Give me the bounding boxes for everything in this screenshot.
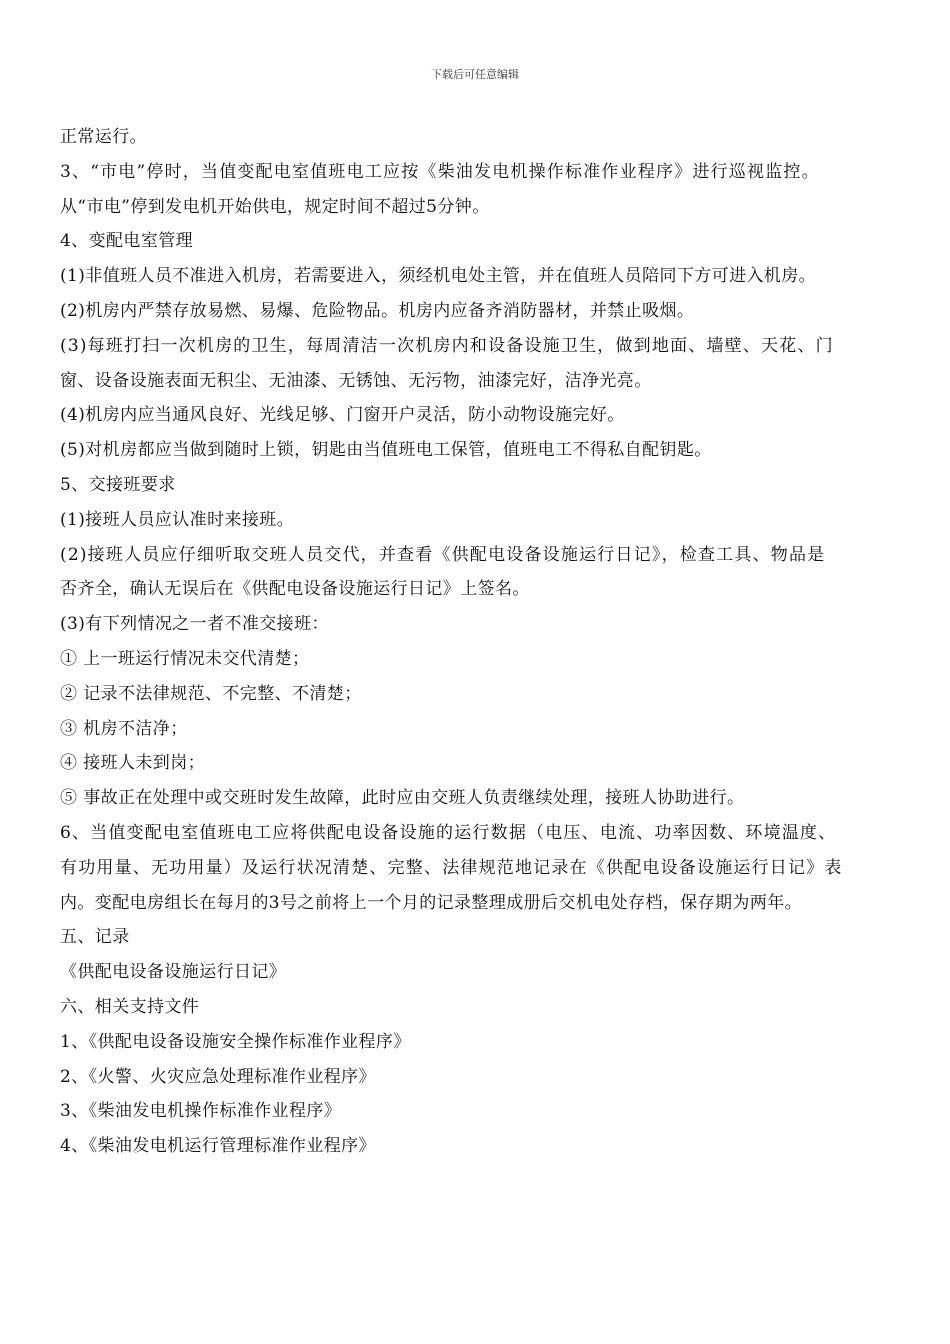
text-line: 《供配电设备设施运行日记》 bbox=[60, 962, 287, 983]
list-item: ① 上一班运行情况未交代清楚； bbox=[60, 648, 310, 669]
section-heading: 五、记录 bbox=[60, 927, 130, 948]
text-line: 有功用量、无功用量）及运行状况清楚、完整、法律规范地记录在《供配电设备设施运行日记》表 bbox=[60, 857, 843, 878]
text-line: (2)机房内严禁存放易燃、易爆、危险物品。机房内应备齐消防器材，并禁止吸烟。 bbox=[60, 300, 695, 321]
text-line: 3、“市电”停时，当值变配电室值班电工应按《柴油发电机操作标准作业程序》进行巡视监控。 bbox=[60, 161, 820, 182]
list-item: ⑤ 事故正在处理中或交班时发生故障，此时应由交班人负责继续处理，接班人协助进行。 bbox=[60, 788, 745, 809]
text-line: 内。变配电房组长在每月的3号之前将上一个月的记录整理成册后交机电处存档，保存期为两年。 bbox=[60, 892, 803, 913]
list-item: ② 记录不法律规范、不完整、不清楚； bbox=[60, 683, 362, 704]
section-heading: 5、交接班要求 bbox=[60, 474, 176, 495]
text-line: 否齐全，确认无误后在《供配电设备设施运行日记》上签名。 bbox=[60, 579, 530, 600]
text-line: (3)每班打扫一次机房的卫生，每周清洁一次机房内和设备设施卫生，做到地面、墙壁、天花、门 bbox=[60, 335, 834, 356]
text-line: (4)机房内应当通风良好、光线足够、门窗开户灵活，防小动物设施完好。 bbox=[60, 405, 625, 426]
text-line: 6、当值变配电室值班电工应将供配电设备设施的运行数据（电压、电流、功率因数、环境温度、 bbox=[60, 822, 837, 843]
list-item: ③ 机房不洁净； bbox=[60, 718, 188, 739]
list-item: 1、《供配电设备设施安全操作标准作业程序》 bbox=[60, 1031, 411, 1052]
list-item: 3、《柴油发电机操作标准作业程序》 bbox=[60, 1101, 342, 1122]
text-line: (3)有下列情况之一者不准交接班： bbox=[60, 614, 329, 635]
text-line: 正常运行。 bbox=[60, 127, 147, 147]
document-body bbox=[60, 120, 894, 1164]
text-line: 窗、设备设施表面无积尘、无油漆、无锈蚀、无污物，油漆完好，洁净光亮。 bbox=[60, 370, 652, 391]
section-heading: 六、相关支持文件 bbox=[60, 996, 200, 1017]
page-header: 下载后可任意编辑 bbox=[431, 68, 519, 81]
text-line: (1)非值班人员不准进入机房，若需要进入，须经机电处主管，并在值班人员陪同下方可进入机房。 bbox=[60, 266, 817, 287]
text-line: (5)对机房都应当做到随时上锁，钥匙由当值班电工保管，值班电工不得私自配钥匙。 bbox=[60, 440, 712, 461]
text-line: 从“市电”停到发电机开始供电，规定时间不超过5分钟。 bbox=[60, 196, 490, 217]
list-item: ④ 接班人未到岗； bbox=[60, 753, 206, 774]
section-heading: 4、变配电室管理 bbox=[60, 231, 194, 252]
list-item: 4、《柴油发电机运行管理标准作业程序》 bbox=[60, 1136, 376, 1157]
text-line: (1)接班人员应认准时来接班。 bbox=[60, 509, 295, 530]
text-line: (2)接班人员应仔细听取交班人员交代，并查看《供配电设备设施运行日记》，检查工具、物品是 bbox=[60, 544, 826, 565]
list-item: 2、《火警、火灾应急处理标准作业程序》 bbox=[60, 1066, 376, 1087]
